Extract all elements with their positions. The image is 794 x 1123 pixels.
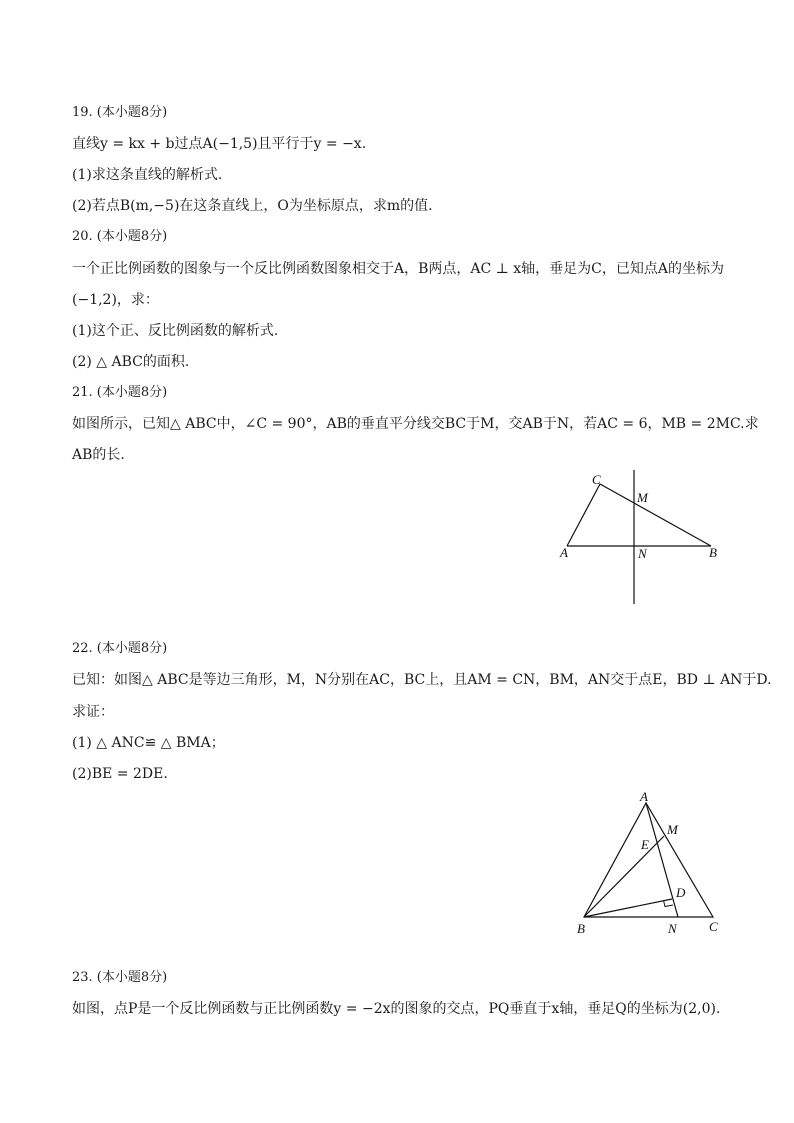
q22-segment-bd [584,899,672,917]
q23-line-1: 如图，点P是一个反比例函数与正比例函数y = −2x的图象的交点，PQ垂直于x轴，垂足Q的坐标为(2,0). [72,1001,721,1017]
q21-figure [550,462,740,612]
q21-label-c: C [592,472,601,487]
q22-line-2: 求证： [72,704,114,720]
q21-label-n: N [638,546,647,561]
q21-line-1: 如图所示，已知△ ABC中，∠C = 90°，AB的垂直平分线交BC于M，交AB于N，若AC = 6，MB = 2MC.求 [72,416,759,432]
q21-segment-cb [600,484,711,546]
q22-label-e: E [641,837,649,852]
q19-line-2: (1)求这条直线的解析式. [72,167,223,183]
q22-label-c: C [709,919,718,934]
q21-label-a: A [560,545,568,560]
q21-label-b: B [709,545,717,560]
q22-line-3: (1) △ ANC≌ △ BMA； [72,735,225,751]
q22-line-4: (2)BE = 2DE. [72,766,168,782]
q19-heading: 19. (本小题8分) [72,105,168,120]
q21-segment-ca [567,484,600,546]
q22-label-m: M [667,822,678,837]
q22-label-b: B [577,921,585,936]
q22-label-n: N [668,921,677,936]
q22-segment-an [646,803,678,917]
q20-line-4: (2) △ ABC的面积. [72,354,190,370]
q22-line-1: 已知：如图△ ABC是等边三角形，M，N分别在AC，BC上，且AM = CN，BM，AN交于点E，BD ⊥ AN于D. [72,672,772,688]
q19-line-3: (2)若点B(m,−5)在这条直线上，O为坐标原点，求m的值. [72,198,433,214]
q22-segment-bm [584,836,664,917]
q19-line-1: 直线y = kx + b过点A(−1,5)且平行于y = −x. [72,136,367,152]
q23-heading: 23. (本小题8分) [72,970,168,985]
q22-label-d: D [676,885,686,900]
q22-triangle-abc [584,803,713,917]
q22-label-a: A [640,789,648,804]
q22-figure [570,785,730,940]
q20-line-1: 一个正比例函数的图象与一个反比例函数图象相交于A，B两点，AC ⊥ x轴，垂足为C，已知点A的坐标为 [72,261,725,277]
q20-line-3: (1)这个正、反比例函数的解析式. [72,323,279,339]
q21-heading: 21. (本小题8分) [72,385,168,400]
q20-line-2: (−1,2)，求： [72,292,159,308]
q20-heading: 20. (本小题8分) [72,229,168,244]
q21-label-m: M [637,490,648,505]
q22-heading: 22. (本小题8分) [72,641,168,656]
q22-right-angle-mark [664,901,674,907]
q21-line-2: AB的长. [72,447,125,463]
